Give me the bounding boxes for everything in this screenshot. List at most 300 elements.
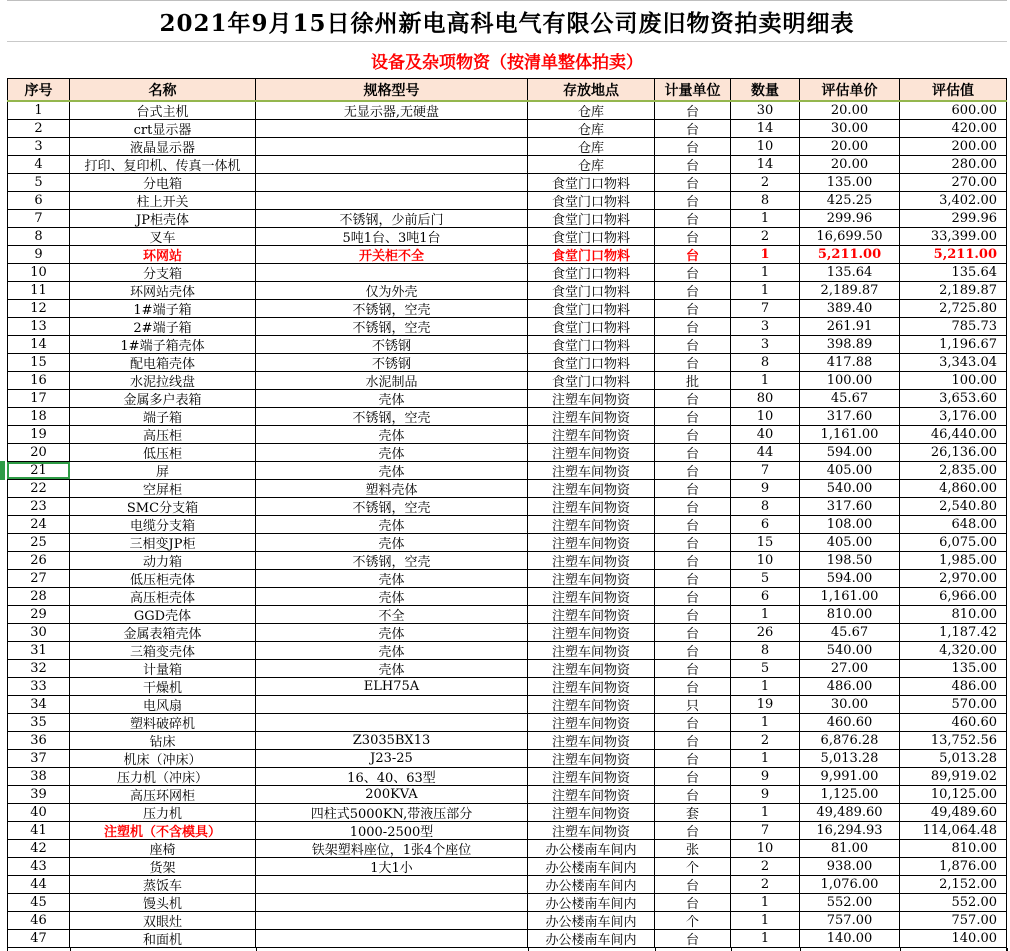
cell-spec[interactable]: 塑料壳体 [256,480,528,497]
cell-location[interactable]: 仓库 [528,120,655,137]
cell-qty[interactable]: 7 [731,462,800,479]
col-header-unit[interactable]: 计量单位 [655,79,731,100]
cell-spec[interactable]: 不锈钢，空壳 [256,552,528,569]
cell-qty[interactable]: 8 [731,642,800,659]
cell-qty[interactable]: 10 [731,840,800,857]
cell-name[interactable]: 货架 [70,858,256,875]
cell-spec[interactable] [256,120,528,137]
cell-value[interactable]: 600.00 [900,102,1007,119]
cell-unit-price[interactable]: 135.64 [800,264,900,281]
cell-no[interactable]: 31 [7,642,70,659]
cell-unit-price[interactable]: 540.00 [800,642,900,659]
cell-name[interactable]: 馒头机 [70,894,256,911]
cell-unit[interactable]: 批 [655,372,731,389]
cell-name[interactable]: 端子箱 [70,408,256,425]
cell-location[interactable]: 注塑车间物资 [528,552,655,569]
cell-no[interactable]: 39 [7,786,70,803]
cell-no[interactable]: 6 [7,192,70,209]
cell-name[interactable]: 分支箱 [70,264,256,281]
cell-unit[interactable]: 台 [655,462,731,479]
cell-unit[interactable]: 台 [655,498,731,515]
cell-value[interactable]: 4,320.00 [900,642,1007,659]
cell-spec[interactable]: 壳体 [256,444,528,461]
cell-value[interactable]: 2,540.80 [900,498,1007,515]
cell-no[interactable]: 41 [7,822,70,839]
cell-name[interactable]: 高压柜 [70,426,256,443]
cell-no[interactable]: 10 [7,264,70,281]
cell-unit-price[interactable]: 16,699.50 [800,228,900,245]
cell-name[interactable]: 分电箱 [70,174,256,191]
cell-qty[interactable]: 1 [731,372,800,389]
cell-name[interactable]: 水泥拉线盘 [70,372,256,389]
cell-qty[interactable]: 9 [731,480,800,497]
cell-name[interactable]: 压力机（冲床） [70,768,256,785]
cell-unit-price[interactable]: 389.40 [800,300,900,317]
cell-name[interactable]: 电风扇 [70,696,256,713]
cell-unit[interactable]: 台 [655,714,731,731]
cell-qty[interactable]: 1 [731,750,800,767]
cell-qty[interactable]: 26 [731,624,800,641]
cell-location[interactable]: 注塑车间物资 [528,570,655,587]
cell-no[interactable]: 33 [7,678,70,695]
cell-spec[interactable] [256,696,528,713]
cell-unit[interactable]: 台 [655,930,731,947]
cell-spec[interactable]: 16、40、63型 [256,768,528,785]
cell-value[interactable]: 13,752.56 [900,732,1007,749]
cell-name[interactable]: GGD壳体 [70,606,256,623]
cell-location[interactable]: 注塑车间物资 [528,750,655,767]
cell-name[interactable]: 叉车 [70,228,256,245]
cell-spec[interactable]: 壳体 [256,390,528,407]
cell-name[interactable]: 高压环网柜 [70,786,256,803]
cell-unit-price[interactable]: 45.67 [800,390,900,407]
col-header-no[interactable]: 序号 [7,79,70,100]
cell-location[interactable]: 食堂门口物料 [528,300,655,317]
cell-qty[interactable]: 1 [731,210,800,227]
cell-location[interactable]: 办公楼南车间内 [528,876,655,893]
cell-no[interactable]: 8 [7,228,70,245]
cell-unit-price[interactable]: 49,489.60 [800,804,900,821]
cell-spec[interactable]: 铁架塑料座位，1张4个座位 [256,840,528,857]
cell-qty[interactable]: 8 [731,354,800,371]
cell-no[interactable]: 19 [7,426,70,443]
cell-spec[interactable]: 壳体 [256,462,528,479]
cell-unit[interactable]: 台 [655,210,731,227]
cell-unit-price[interactable]: 261.91 [800,318,900,335]
cell-location[interactable]: 注塑车间物资 [528,462,655,479]
cell-name[interactable]: 计量箱 [70,660,256,677]
cell-no[interactable]: 4 [7,156,70,173]
cell-name[interactable]: 1#端子箱 [70,300,256,317]
cell-value[interactable]: 3,653.60 [900,390,1007,407]
cell-unit[interactable]: 个 [655,858,731,875]
cell-unit[interactable]: 台 [655,534,731,551]
cell-no[interactable]: 25 [7,534,70,551]
cell-spec[interactable]: 壳体 [256,534,528,551]
cell-unit-price[interactable]: 27.00 [800,660,900,677]
cell-location[interactable]: 注塑车间物资 [528,804,655,821]
cell-value[interactable]: 270.00 [900,174,1007,191]
cell-unit[interactable]: 台 [655,354,731,371]
cell-unit-price[interactable]: 108.00 [800,516,900,533]
cell-value[interactable]: 135.64 [900,264,1007,281]
cell-spec[interactable]: 开关柜不全 [256,246,528,263]
cell-unit[interactable]: 台 [655,876,731,893]
cell-unit-price[interactable]: 9,991.00 [800,768,900,785]
cell-unit[interactable]: 台 [655,120,731,137]
cell-location[interactable]: 食堂门口物料 [528,318,655,335]
cell-spec[interactable] [256,174,528,191]
cell-unit[interactable]: 台 [655,174,731,191]
cell-value[interactable]: 5,013.28 [900,750,1007,767]
cell-no[interactable]: 13 [7,318,70,335]
cell-unit-price[interactable]: 552.00 [800,894,900,911]
cell-no[interactable]: 37 [7,750,70,767]
cell-unit-price[interactable]: 100.00 [800,372,900,389]
cell-value[interactable]: 1,196.67 [900,336,1007,353]
cell-value[interactable]: 33,399.00 [900,228,1007,245]
cell-location[interactable]: 仓库 [528,102,655,119]
cell-qty[interactable]: 19 [731,696,800,713]
cell-location[interactable]: 食堂门口物料 [528,246,655,263]
cell-qty[interactable]: 6 [731,588,800,605]
cell-unit-price[interactable]: 405.00 [800,462,900,479]
cell-name[interactable]: 环网站 [70,246,256,263]
cell-unit[interactable]: 台 [655,732,731,749]
cell-location[interactable]: 注塑车间物资 [528,444,655,461]
cell-unit-price[interactable]: 405.00 [800,534,900,551]
cell-name[interactable]: 注塑机（不含模具） [70,822,256,839]
cell-name[interactable]: 柱上开关 [70,192,256,209]
cell-unit-price[interactable]: 2,189.87 [800,282,900,299]
cell-location[interactable]: 注塑车间物资 [528,408,655,425]
cell-location[interactable]: 注塑车间物资 [528,390,655,407]
cell-name[interactable]: 金属表箱壳体 [70,624,256,641]
cell-location[interactable]: 注塑车间物资 [528,642,655,659]
cell-value[interactable]: 299.96 [900,210,1007,227]
cell-spec[interactable]: 无显示器,无硬盘 [256,102,528,119]
cell-value[interactable]: 26,136.00 [900,444,1007,461]
cell-location[interactable]: 食堂门口物料 [528,282,655,299]
cell-name[interactable]: 机床（冲床） [70,750,256,767]
cell-location[interactable]: 注塑车间物资 [528,768,655,785]
cell-value[interactable]: 552.00 [900,894,1007,911]
cell-location[interactable]: 食堂门口物料 [528,192,655,209]
cell-value[interactable]: 49,489.60 [900,804,1007,821]
cell-name[interactable]: 压力机 [70,804,256,821]
cell-unit[interactable]: 个 [655,912,731,929]
cell-location[interactable]: 食堂门口物料 [528,336,655,353]
cell-no[interactable]: 32 [7,660,70,677]
cell-location[interactable]: 注塑车间物资 [528,732,655,749]
cell-unit[interactable]: 台 [655,444,731,461]
cell-value[interactable]: 1,985.00 [900,552,1007,569]
cell-value[interactable]: 420.00 [900,120,1007,137]
cell-name[interactable]: 双眼灶 [70,912,256,929]
cell-name[interactable]: JP柜壳体 [70,210,256,227]
cell-unit-price[interactable]: 417.88 [800,354,900,371]
cell-name[interactable]: 屏 [70,462,256,479]
cell-name[interactable]: 钻床 [70,732,256,749]
cell-unit[interactable]: 台 [655,156,731,173]
cell-unit-price[interactable]: 1,161.00 [800,588,900,605]
cell-value[interactable]: 200.00 [900,138,1007,155]
cell-qty[interactable]: 1 [731,678,800,695]
cell-unit-price[interactable]: 198.50 [800,552,900,569]
cell-no[interactable]: 20 [7,444,70,461]
cell-qty[interactable]: 6 [731,516,800,533]
cell-value[interactable]: 810.00 [900,840,1007,857]
cell-qty[interactable]: 14 [731,120,800,137]
cell-qty[interactable]: 1 [731,264,800,281]
cell-name[interactable]: 金属多户表箱 [70,390,256,407]
cell-spec[interactable]: J23-25 [256,750,528,767]
cell-value[interactable]: 89,919.02 [900,768,1007,785]
cell-name[interactable]: crt显示器 [70,120,256,137]
cell-unit[interactable]: 台 [655,300,731,317]
cell-name[interactable]: 配电箱壳体 [70,354,256,371]
cell-name[interactable]: 台式主机 [70,102,256,119]
cell-location[interactable]: 注塑车间物资 [528,498,655,515]
cell-value[interactable]: 3,343.04 [900,354,1007,371]
cell-no[interactable]: 30 [7,624,70,641]
cell-unit[interactable]: 台 [655,102,731,119]
cell-value[interactable]: 100.00 [900,372,1007,389]
cell-unit[interactable]: 台 [655,264,731,281]
cell-spec[interactable]: 不锈钢，空壳 [256,408,528,425]
cell-qty[interactable]: 1 [731,912,800,929]
cell-value[interactable]: 5,211.00 [900,246,1007,263]
cell-location[interactable]: 办公楼南车间内 [528,858,655,875]
cell-qty[interactable]: 2 [731,174,800,191]
cell-no[interactable]: 28 [7,588,70,605]
cell-value[interactable]: 6,966.00 [900,588,1007,605]
cell-unit[interactable]: 台 [655,768,731,785]
cell-value[interactable]: 6,075.00 [900,534,1007,551]
cell-spec[interactable]: 不锈钢，空壳 [256,300,528,317]
cell-value[interactable]: 135.00 [900,660,1007,677]
cell-value[interactable]: 648.00 [900,516,1007,533]
cell-spec[interactable] [256,912,528,929]
cell-qty[interactable]: 1 [731,894,800,911]
cell-name[interactable]: SMC分支箱 [70,498,256,515]
cell-no[interactable]: 23 [7,498,70,515]
cell-no[interactable]: 9 [7,246,70,263]
cell-unit-price[interactable]: 30.00 [800,120,900,137]
cell-location[interactable]: 注塑车间物资 [528,426,655,443]
cell-value[interactable]: 46,440.00 [900,426,1007,443]
cell-no[interactable]: 40 [7,804,70,821]
col-header-location[interactable]: 存放地点 [528,79,655,100]
cell-unit-price[interactable]: 540.00 [800,480,900,497]
cell-location[interactable]: 注塑车间物资 [528,714,655,731]
cell-unit[interactable]: 台 [655,318,731,335]
cell-location[interactable]: 食堂门口物料 [528,228,655,245]
cell-no[interactable]: 2 [7,120,70,137]
cell-qty[interactable]: 9 [731,786,800,803]
cell-no[interactable]: 1 [7,102,70,119]
cell-value[interactable]: 4,860.00 [900,480,1007,497]
cell-location[interactable]: 仓库 [528,138,655,155]
cell-no[interactable]: 3 [7,138,70,155]
cell-location[interactable]: 注塑车间物资 [528,786,655,803]
cell-spec[interactable]: 不锈钢，空壳 [256,318,528,335]
cell-no[interactable]: 35 [7,714,70,731]
cell-unit[interactable]: 台 [655,336,731,353]
document-title[interactable]: 2021年9月15日徐州新电高科电气有限公司废旧物资拍卖明细表 [7,0,1007,42]
cell-unit[interactable]: 台 [655,642,731,659]
cell-value[interactable]: 1,876.00 [900,858,1007,875]
cell-unit-price[interactable]: 299.96 [800,210,900,227]
cell-unit[interactable]: 台 [655,570,731,587]
cell-unit[interactable]: 台 [655,192,731,209]
cell-spec[interactable] [256,156,528,173]
cell-spec[interactable]: 200KVA [256,786,528,803]
cell-unit-price[interactable]: 594.00 [800,444,900,461]
cell-unit[interactable]: 台 [655,480,731,497]
cell-name[interactable]: 打印、复印机、传真一体机 [70,156,256,173]
cell-no[interactable]: 43 [7,858,70,875]
cell-qty[interactable]: 3 [731,336,800,353]
cell-value[interactable]: 2,725.80 [900,300,1007,317]
cell-no[interactable]: 17 [7,390,70,407]
cell-no[interactable]: 36 [7,732,70,749]
cell-location[interactable]: 注塑车间物资 [528,516,655,533]
cell-unit[interactable]: 台 [655,660,731,677]
cell-unit[interactable]: 台 [655,426,731,443]
cell-location[interactable]: 注塑车间物资 [528,822,655,839]
cell-no[interactable]: 12 [7,300,70,317]
cell-qty[interactable]: 8 [731,192,800,209]
cell-value[interactable]: 785.73 [900,318,1007,335]
cell-unit[interactable]: 台 [655,606,731,623]
cell-unit[interactable]: 台 [655,678,731,695]
cell-unit-price[interactable]: 6,876.28 [800,732,900,749]
cell-location[interactable]: 办公楼南车间内 [528,894,655,911]
cell-spec[interactable] [256,192,528,209]
cell-unit-price[interactable]: 20.00 [800,156,900,173]
cell-no[interactable]: 45 [7,894,70,911]
cell-location[interactable]: 食堂门口物料 [528,210,655,227]
cell-value[interactable]: 140.00 [900,930,1007,947]
cell-spec[interactable] [256,894,528,911]
cell-qty[interactable]: 2 [731,876,800,893]
cell-location[interactable]: 办公楼南车间内 [528,930,655,947]
cell-qty[interactable]: 3 [731,318,800,335]
cell-no[interactable]: 44 [7,876,70,893]
cell-qty[interactable]: 1 [731,804,800,821]
cell-unit[interactable]: 台 [655,894,731,911]
cell-qty[interactable]: 44 [731,444,800,461]
cell-value[interactable]: 810.00 [900,606,1007,623]
cell-spec[interactable]: 5吨1台、3吨1台 [256,228,528,245]
cell-qty[interactable]: 1 [731,282,800,299]
cell-no[interactable]: 46 [7,912,70,929]
cell-qty[interactable]: 1 [731,714,800,731]
cell-unit-price[interactable]: 20.00 [800,138,900,155]
cell-unit[interactable]: 台 [655,246,731,263]
cell-unit-price[interactable]: 5,013.28 [800,750,900,767]
cell-qty[interactable]: 7 [731,822,800,839]
cell-unit-price[interactable]: 1,076.00 [800,876,900,893]
cell-name[interactable]: 和面机 [70,930,256,947]
cell-spec[interactable]: 不锈钢 [256,336,528,353]
col-header-spec[interactable]: 规格型号 [256,79,528,100]
cell-spec[interactable] [256,876,528,893]
cell-value[interactable]: 570.00 [900,696,1007,713]
cell-spec[interactable] [256,264,528,281]
cell-spec[interactable]: 不全 [256,606,528,623]
cell-unit[interactable]: 台 [655,786,731,803]
cell-qty[interactable]: 10 [731,408,800,425]
cell-unit[interactable]: 台 [655,228,731,245]
cell-unit-price[interactable]: 757.00 [800,912,900,929]
cell-spec[interactable]: 壳体 [256,624,528,641]
cell-spec[interactable]: 1大1小 [256,858,528,875]
cell-name[interactable]: 环网站壳体 [70,282,256,299]
cell-location[interactable]: 注塑车间物资 [528,480,655,497]
cell-value[interactable]: 3,176.00 [900,408,1007,425]
cell-value[interactable]: 2,970.00 [900,570,1007,587]
cell-qty[interactable]: 14 [731,156,800,173]
cell-name[interactable]: 低压柜 [70,444,256,461]
cell-value[interactable]: 486.00 [900,678,1007,695]
cell-unit-price[interactable]: 594.00 [800,570,900,587]
cell-location[interactable]: 办公楼南车间内 [528,912,655,929]
cell-no[interactable]: 11 [7,282,70,299]
cell-location[interactable]: 注塑车间物资 [528,660,655,677]
cell-name[interactable]: 1#端子箱壳体 [70,336,256,353]
cell-name[interactable]: 高压柜壳体 [70,588,256,605]
cell-qty[interactable]: 10 [731,138,800,155]
cell-unit[interactable]: 台 [655,408,731,425]
cell-name[interactable]: 干燥机 [70,678,256,695]
cell-name[interactable]: 动力箱 [70,552,256,569]
col-header-qty[interactable]: 数量 [731,79,800,100]
cell-spec[interactable] [256,714,528,731]
cell-unit-price[interactable]: 5,211.00 [800,246,900,263]
cell-unit-price[interactable]: 20.00 [800,102,900,119]
cell-no[interactable]: 29 [7,606,70,623]
cell-unit[interactable]: 张 [655,840,731,857]
cell-spec[interactable] [256,138,528,155]
cell-no[interactable]: 21 [7,462,70,479]
cell-spec[interactable]: 仅为外壳 [256,282,528,299]
cell-name[interactable]: 电缆分支箱 [70,516,256,533]
cell-unit[interactable]: 台 [655,516,731,533]
cell-no[interactable]: 7 [7,210,70,227]
cell-spec[interactable]: ELH75A [256,678,528,695]
cell-spec[interactable]: 壳体 [256,426,528,443]
cell-unit-price[interactable]: 16,294.93 [800,822,900,839]
cell-name[interactable]: 塑料破碎机 [70,714,256,731]
cell-no[interactable]: 5 [7,174,70,191]
cell-location[interactable]: 食堂门口物料 [528,174,655,191]
cell-no[interactable]: 26 [7,552,70,569]
cell-qty[interactable]: 9 [731,768,800,785]
cell-spec[interactable]: 壳体 [256,642,528,659]
cell-value[interactable]: 280.00 [900,156,1007,173]
cell-qty[interactable]: 30 [731,102,800,119]
cell-no[interactable]: 15 [7,354,70,371]
cell-location[interactable]: 注塑车间物资 [528,678,655,695]
cell-spec[interactable]: 壳体 [256,570,528,587]
col-header-unit-price[interactable]: 评估单价 [800,79,900,100]
cell-unit[interactable]: 台 [655,138,731,155]
cell-qty[interactable]: 2 [731,858,800,875]
cell-name[interactable]: 液晶显示器 [70,138,256,155]
cell-spec[interactable]: 壳体 [256,660,528,677]
